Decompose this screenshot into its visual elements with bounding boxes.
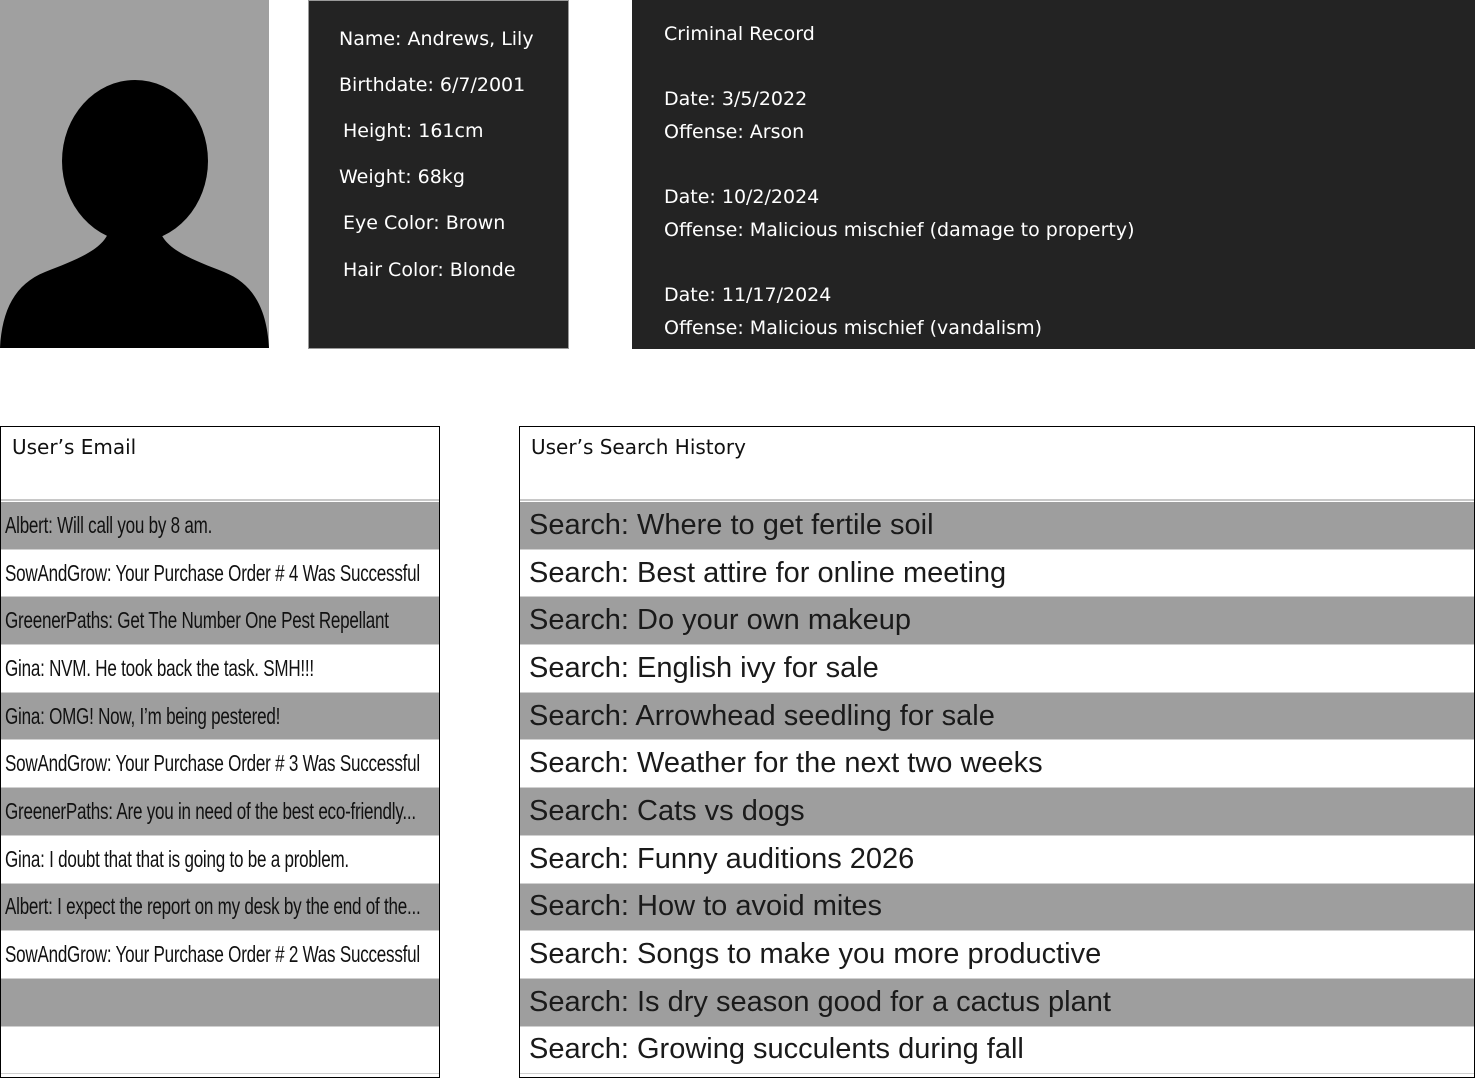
search-item[interactable]: Search: Songs to make you more productive [520,931,1474,979]
search-item[interactable]: Search: Arrowhead seedling for sale [520,693,1474,741]
email-panel-header [1,427,439,501]
search-item[interactable]: Search: Growing succulents during fall [520,1027,1474,1075]
record-date: Date: 11/17/2024 [664,284,832,306]
email-item-empty [1,1027,439,1075]
record-offense: Offense: Malicious mischief (damage to property) [664,219,1135,241]
email-item[interactable]: SowAndGrow: Your Purchase Order # 4 Was Successful [1,550,439,598]
email-item[interactable]: Gina: NVM. He took back the task. SMH!!! [1,645,439,693]
email-list [1,502,439,1074]
birthdate-field: Birthdate: 6/7/2001 [339,74,526,96]
search-history-list [520,502,1474,1074]
search-item[interactable]: Search: Funny auditions 2026 [520,836,1474,884]
criminal-record-title: Criminal Record [664,23,815,45]
search-item[interactable]: Search: Best attire for online meeting [520,550,1474,598]
email-item[interactable]: SowAndGrow: Your Purchase Order # 3 Was Successful [1,740,439,788]
search-history-panel [519,426,1475,1078]
email-panel [0,426,440,1078]
email-panel-title: User’s Email [12,435,137,459]
email-item[interactable]: Albert: I expect the report on my desk by the end of the... [1,884,439,932]
email-item[interactable]: Gina: I doubt that that is going to be a problem. [1,836,439,884]
email-item[interactable]: Gina: OMG! Now, I’m being pestered! [1,693,439,741]
record-offense: Offense: Arson [664,121,805,143]
record-date: Date: 10/2/2024 [664,186,820,208]
record-date: Date: 3/5/2022 [664,88,808,110]
hair-color-field: Hair Color: Blonde [343,259,516,281]
search-item[interactable]: Search: Cats vs dogs [520,788,1474,836]
height-field: Height: 161cm [343,120,484,142]
profile-photo [0,0,269,348]
name-field: Name: Andrews, Lily [339,28,534,50]
eye-color-field: Eye Color: Brown [343,212,506,234]
email-item-empty [1,979,439,1027]
search-item[interactable]: Search: Weather for the next two weeks [520,740,1474,788]
criminal-record-card [632,0,1475,349]
personal-details-card [308,0,569,349]
search-history-title: User’s Search History [531,435,746,459]
email-item[interactable]: SowAndGrow: Your Purchase Order # 2 Was Successful [1,931,439,979]
email-item[interactable]: Albert: Will call you by 8 am. [1,502,439,550]
weight-field: Weight: 68kg [339,166,465,188]
email-item[interactable]: GreenerPaths: Are you in need of the best eco-friendly... [1,788,439,836]
search-history-header [520,427,1474,501]
search-item[interactable]: Search: Is dry season good for a cactus plant [520,979,1474,1027]
record-offense: Offense: Malicious mischief (vandalism) [664,317,1043,339]
search-item[interactable]: Search: How to avoid mites [520,884,1474,932]
search-item[interactable]: Search: Where to get fertile soil [520,502,1474,550]
email-item[interactable]: GreenerPaths: Get The Number One Pest Repellant [1,597,439,645]
search-item[interactable]: Search: English ivy for sale [520,645,1474,693]
person-silhouette-icon [0,0,269,348]
search-item[interactable]: Search: Do your own makeup [520,597,1474,645]
